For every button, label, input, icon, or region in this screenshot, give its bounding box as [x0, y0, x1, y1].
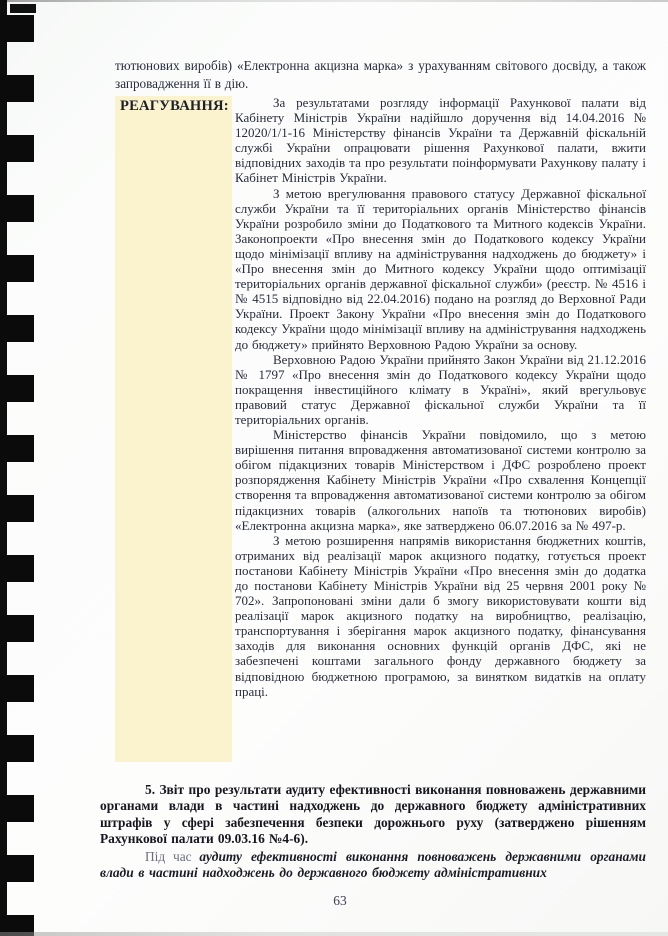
response-paragraph-3: Верховною Радою України прийнято Закон України від 21.12.2016 № 1797 «Про внесення змін до Податкового кодексу України щодо покращення інвестиційного клімату в Україні», який врегульовує правовий статус Державної фіскальної служби України та її територіальних органів.: [235, 351, 646, 427]
scan-bottom-edge: [0, 932, 668, 936]
closing-paragraph: [100, 849, 646, 882]
comb-binding: [0, 0, 40, 936]
reaction-highlight-box: [115, 96, 232, 762]
continued-paragraph: тютюнових виробів) «Електронна акцизна марка» з урахуванням світового досвіду, а також запровадження її в дію.: [115, 58, 646, 91]
binding-top-tooth: [10, 4, 36, 13]
response-paragraph-1: За результатами розгляду інформації Рахункової палати від Кабінету Міністрів України надійшло доручення від 14.04.2016 № 12020/1/1-16 Міністерству фінансів України та Державній фіскальній службі України опрацювати рішення Рахункової палати, вжити відповідних заходів та про результати поінформувати Рахункову палату і Кабінет Міністрів України.: [235, 95, 646, 186]
closing-italic-text: аудиту ефективності виконання повноважень державними органами влади в частині надходжень до державного бюджету адміністративних: [100, 848, 646, 881]
page-number: 63: [333, 893, 347, 908]
response-paragraph-4: Міністерство фінансів України повідомило, що з метою вирішення питання впровадження автоматизованої системи контролю за обігом підакцизних товарів Міністерством і ДФС розроблено проект розпорядження Кабінету Міністрів України «Про схвалення Концепції створення та впровадження автоматизованої системи контролю за обігом підакцизних товарів (алкогольних напоїв та тютюнових виробів) «Електронна акцизна марка», яке затверджено 06.07.2016 за № 497-р.: [235, 427, 646, 533]
section-5-block: [100, 782, 646, 881]
response-paragraph-2: З метою врегулювання правового статусу Державної фіскальної служби України та її територіальних органів Міністерство фінансів України розробило зміни до Податкового та Митного кодексів України. Законопроекти «Про внесення змін до Податкового кодексу України щодо мінімізації впливу на адміністрування надходжень до бюджету» і «Про внесення змін до Митного кодексу України щодо оптимізації територіальних органів державної фіскальної служби» (реєстр. № 4516 і № 4515 відповідно від 22.04.2016) подано на розгляд до Верховної Ради України. Проект Закону України «Про внесення змін до Податкового кодексу України щодо мінімізації впливу на адміністрування надходжень до бюджету» прийнято Верховною Радою України за основу.: [235, 185, 646, 352]
response-paragraph-5: З метою розширення напрямів використання бюджетних коштів, отриманих від реалізації марок акцизного податку, готується проект постанови Кабінету Міністрів України «Про внесення змін до додатка до постанови Кабінету Міністрів України від 25 червня 2001 року № 702». Запропоновані зміни дали б змогу використовувати кошти від реалізації марок акцизного податку на виробництво, реалізацію, транспортування і зберігання марок акцизного податку, фінансування заходів для виконання основних функцій органів ДФС, які не забезпечені коштами загального фонду державного бюджету за відповідною бюджетною програмою, за винятком видатків на оплату праці.: [235, 532, 646, 699]
scan-top-edge: [0, 0, 668, 2]
binding-teeth: [0, 0, 34, 936]
response-text-column: [235, 95, 646, 699]
closing-prefix: Під час: [145, 848, 200, 864]
section-heading: 5. Звіт про результати аудиту ефективності виконання повноважень державними органами влади в частині надходжень до державного бюджету адміністративних штрафів у сфері забезпечення безпеки дорожнього руху (затверджено рішенням Рахункової палати 09.03.16 №4-6).: [100, 782, 646, 847]
reaction-label: РЕАГУВАННЯ:: [120, 98, 229, 114]
